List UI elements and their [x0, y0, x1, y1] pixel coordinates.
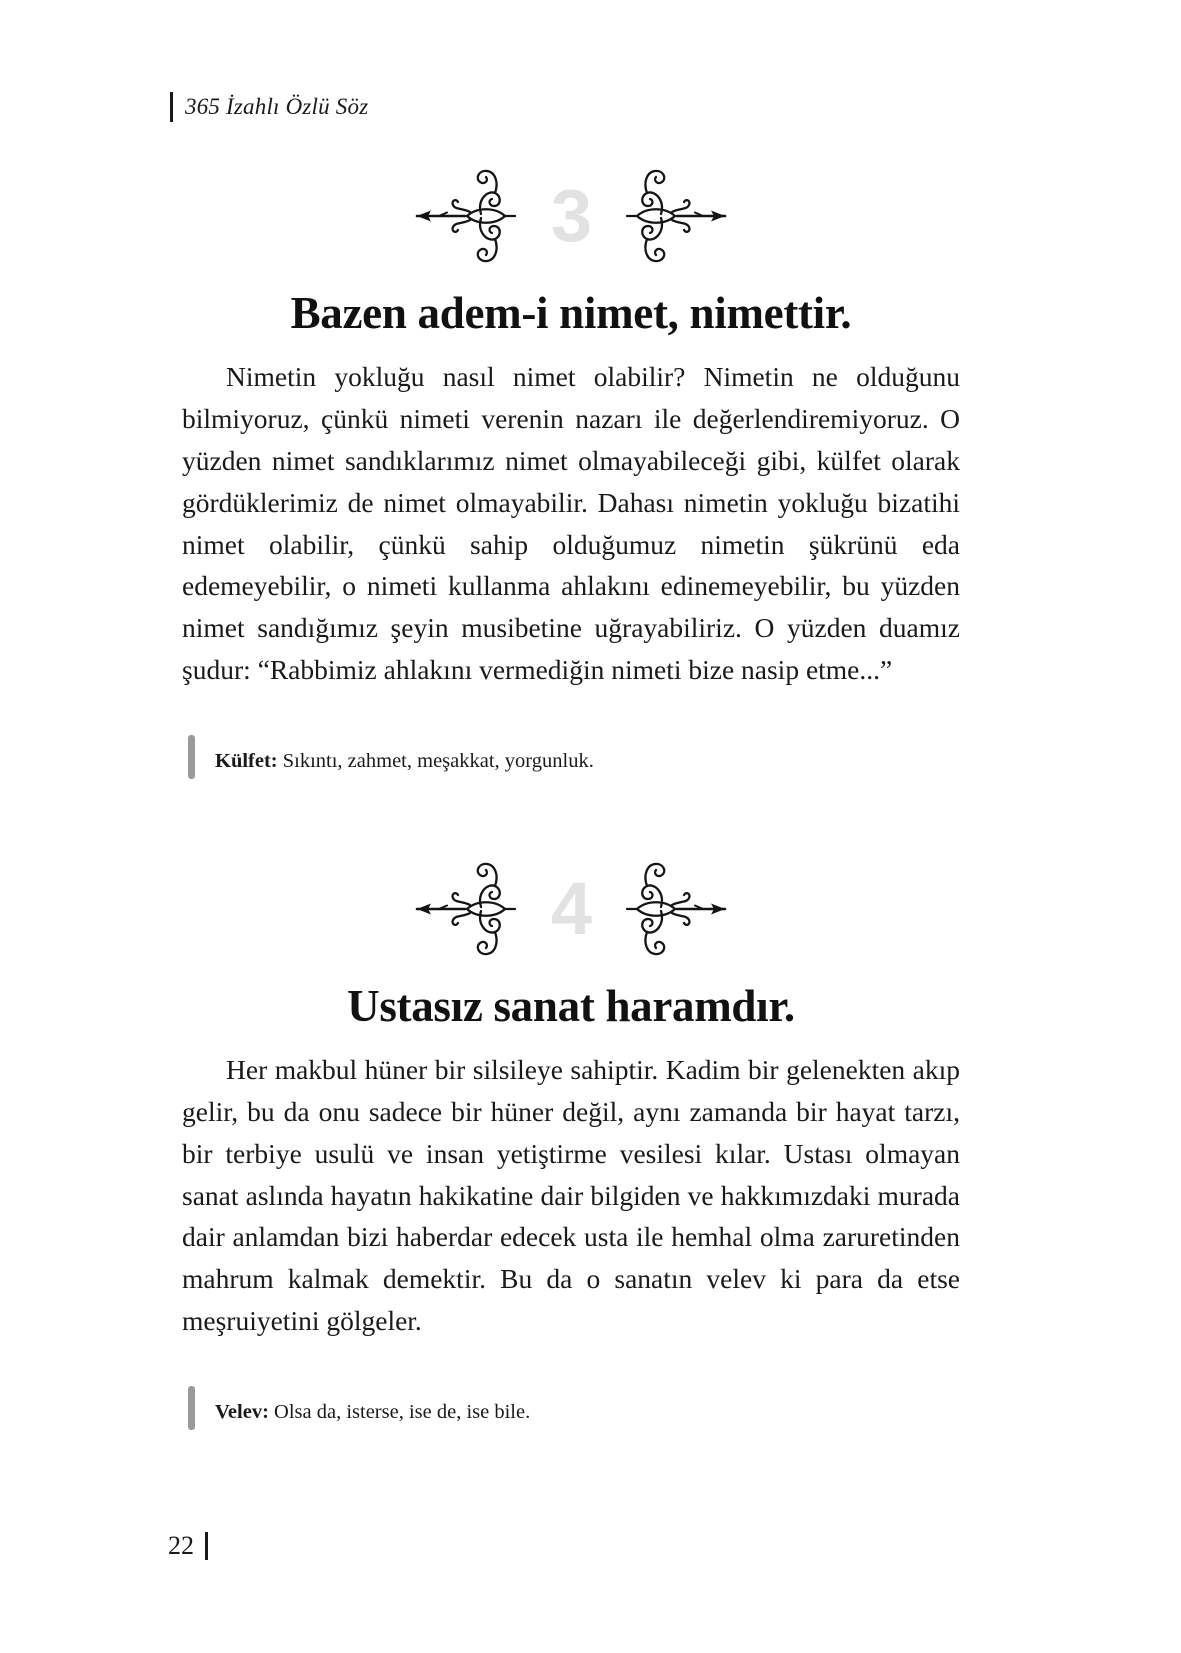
glossary-term: Velev:	[215, 1401, 269, 1424]
scroll-flourish-ornament-left	[415, 853, 523, 965]
scroll-flourish-ornament-left	[415, 160, 523, 272]
folio-rule	[205, 1532, 208, 1560]
section-gap	[182, 779, 960, 853]
section-body: Nimetin yokluğu nasıl nimet olabilir? Nimetin ne olduğunu bilmiyoruz, çünkü nimeti verenin nazarı ile değerlendiremiyoruz. O yüzden nimet sandıklarımız nimet olmayabileceği gibi, külfet olarak gördüklerimiz de nimet olmayabilir. Dahası nimetin yokluğu bizatihi nimet olabilir, çünkü sahip olduğumuz nimetin şükrünü eda edemeyebilir, o nimeti kullanma ahlakını edinemeyebilir, bu yüzden nimet sandığımız şeyin musibetine uğrayabiliriz. O yüzden duamız şudur: “Rabbimiz ahlakını vermediğin nimeti bize nasip etme...”	[182, 361, 960, 685]
running-head-text: 365 İzahlı Özlü Söz	[185, 94, 369, 119]
scroll-flourish-ornament-right	[619, 853, 727, 965]
glossary-note-bar	[188, 1386, 195, 1430]
section-ornament-row	[182, 160, 960, 272]
glossary-term: Külfet:	[215, 750, 278, 773]
glossary-note	[182, 1386, 960, 1430]
page-number: 22	[168, 1531, 194, 1560]
section-body: Her makbul hüner bir silsileye sahiptir. Kadim bir gelenekten akıp gelir, bu da onu sadece bir hüner değil, aynı zamanda bir hayat tarzı, bir terbiye usulü ve insan yetiştirme vesilesi kılar. Ustası olmayan sanat aslında hayatın hakikatine dair bilgiden ve hakkımızdaki murada dair anlamdan bizi haberdar edecek usta ile hemhal olma zaruretinden mahrum kalmak demektir. Bu da o sanatın velev ki para da etse meşruiyetini gölgeler.	[182, 1054, 960, 1336]
section-number: 4	[550, 866, 592, 950]
section-4	[182, 853, 960, 1430]
section-title: Ustasız sanat haramdır.	[347, 980, 795, 1031]
glossary-definition: Olsa da, isterse, ise de, ise bile.	[274, 1401, 531, 1424]
folio	[168, 1531, 208, 1561]
glossary-note-text	[215, 1398, 530, 1430]
scroll-flourish-ornament-right	[619, 160, 727, 272]
section-number: 3	[550, 174, 592, 257]
glossary-note-text	[215, 747, 594, 779]
section-title: Bazen adem-i nimet, nimettir.	[290, 288, 852, 338]
running-head	[170, 90, 368, 124]
glossary-definition: Sıkıntı, zahmet, meşakkat, yorgunluk.	[282, 750, 594, 773]
running-head-rule	[170, 92, 173, 122]
glossary-note	[182, 735, 960, 779]
page-content	[182, 160, 960, 1430]
section-ornament-row	[182, 853, 960, 965]
section-3	[182, 160, 960, 779]
glossary-note-bar	[188, 735, 195, 779]
